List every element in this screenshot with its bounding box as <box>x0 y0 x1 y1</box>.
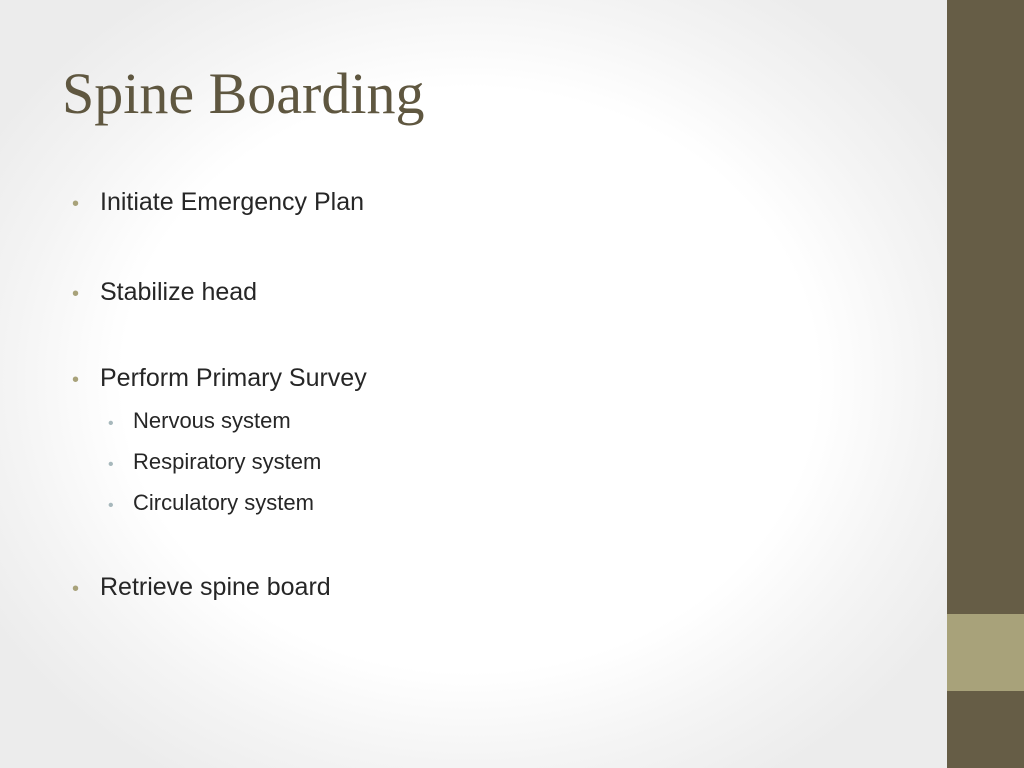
bullet-item <box>72 364 367 393</box>
sub-bullet-text: Nervous system <box>133 408 291 433</box>
sub-bullet-dot-icon: • <box>108 415 114 432</box>
slide-title: Spine Boarding <box>62 61 425 126</box>
sub-bullet-text: Circulatory system <box>133 490 314 515</box>
bullet-text: Perform Primary Survey <box>100 364 367 392</box>
sub-bullet-item <box>108 490 314 516</box>
bullet-text: Initiate Emergency Plan <box>100 188 365 216</box>
bullet-dot-icon: • <box>72 283 80 305</box>
sub-bullet-item <box>108 408 291 434</box>
bullet-item <box>72 188 364 217</box>
bullet-item <box>72 278 257 307</box>
bullet-text: Stabilize head <box>100 278 258 306</box>
sub-bullet-dot-icon: • <box>108 456 114 473</box>
sidebar-accent-block <box>947 614 1024 691</box>
bullet-dot-icon: • <box>72 578 80 600</box>
bullet-dot-icon: • <box>72 193 80 215</box>
sub-bullet-text: Respiratory system <box>133 449 322 474</box>
sub-bullet-item <box>108 449 321 475</box>
bullet-dot-icon: • <box>72 369 80 391</box>
bullet-text: Retrieve spine board <box>100 573 331 601</box>
sub-bullet-dot-icon: • <box>108 497 114 514</box>
bullet-item <box>72 573 331 602</box>
